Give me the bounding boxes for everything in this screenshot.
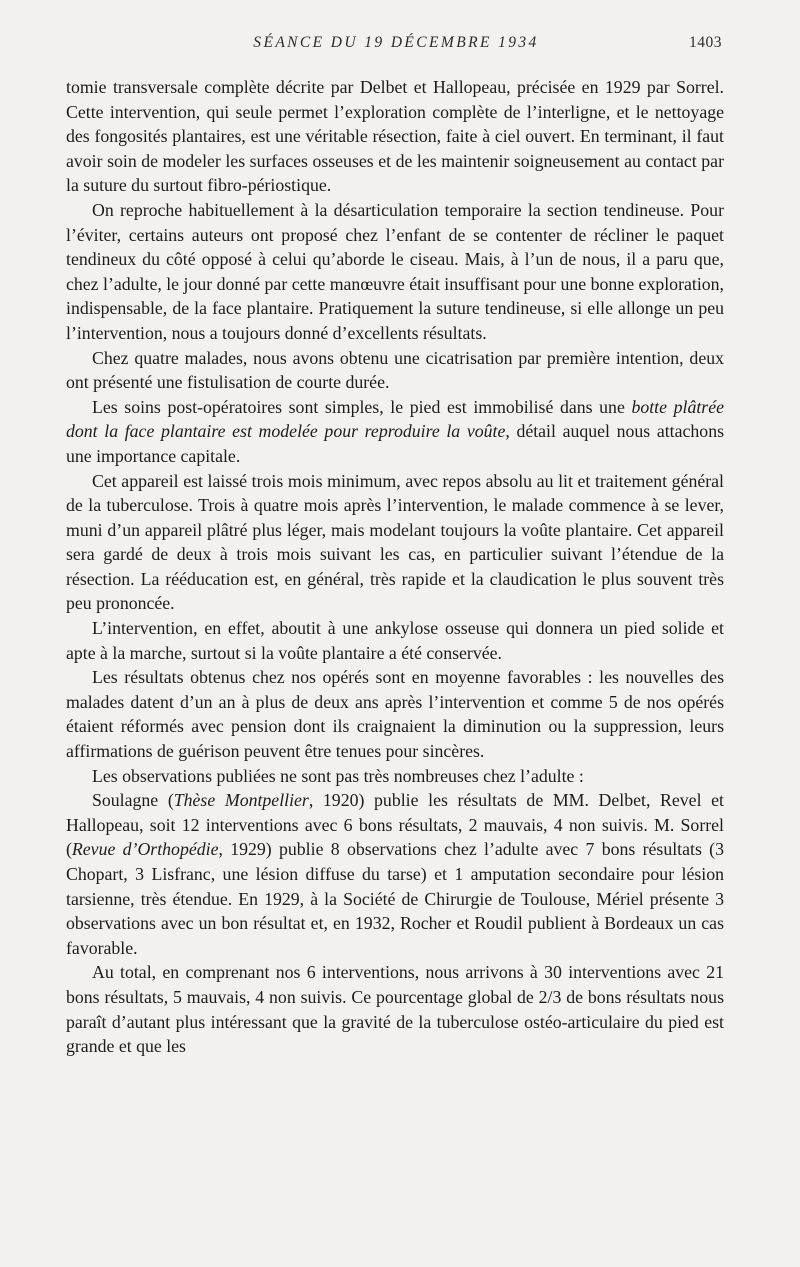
citation-revue-orthopedie: Revue d’Orthopédie [71, 839, 219, 860]
page-header [66, 34, 726, 58]
paragraph-4 [66, 395, 724, 469]
paragraph-6: L’intervention, en effet, aboutit à une ankylose osseuse qui donnera un pied solide et apte à la marche, surtout si la voûte plantaire a été conservée. [66, 618, 724, 663]
citation-these-montpellier: Thèse Montpellier [173, 790, 309, 811]
paragraph-9-text-c: , 1929) publie 8 observations chez l’adulte avec 7 bons résultats (3 Chopart, 3 Lisfranc, une lésion diffuse du tarse) et 1 amputation secondaire pour lésion tarsienne, très étendue. En 1929, à la Société de Chirurgie de Toulouse, Mériel présente 3 observations avec un bon résultat et, en 1932, Rocher et Roudil publient à Bordeaux un cas favorable. [66, 839, 724, 958]
paragraph-10: Au total, en comprenant nos 6 interventions, nous arrivons à 30 interventions avec 21 bons résultats, 5 mauvais, 4 non suivis. Ce pourcentage global de 2/3 de bons résultats nous paraît d’autant plus intéressant que la gravité de la tuberculose ostéo-articulaire du pied est grande et que les [66, 962, 724, 1057]
paragraph-4-text-b: , détail auquel nous attachons une importance capitale. [66, 421, 725, 466]
running-title: SÉANCE DU 19 DÉCEMBRE 1934 [253, 34, 539, 51]
paragraph-9 [66, 788, 724, 960]
paragraph-2: On reproche habituellement à la désarticulation temporaire la section tendineuse. Pour l’éviter, certains auteurs ont proposé chez l’enfant de se contenter de récliner le paquet tendineux du côté opposé à celui qu’aborde le ciseau. Mais, à l’un de nous, il a paru que, chez l’adulte, le jour donné par cette manœuvre était insuffisant pour une bonne exploration, indispensable, de la face plantaire. Pratiquement la suture tendineuse, si elle allonge un peu l’intervention, nous a toujours donné d’excellents résultats. [66, 199, 724, 343]
paragraph-9-text-a: Soulagne ( [92, 790, 174, 811]
paragraph-3: Chez quatre malades, nous avons obtenu une cicatrisation par première intention, deux ont présenté une fistulisation de courte durée. [66, 347, 724, 393]
paragraph-9-text-b: , 1920) publie les résultats de MM. Delbet, Revel et Hallopeau, soit 12 interventions avec 6 bons résultats, 2 mauvais, 4 non suivis. M. Sorrel ( [66, 790, 724, 860]
paragraph-1: tomie transversale complète décrite par Delbet et Hallopeau, précisée en 1929 par Sorrel. Cette intervention, qui seule permet l’exploration complète de l’interligne, et le nettoyage des fongosités plantaires, est une véritable résection, faite à ciel ouvert. En terminant, il faut avoir soin de modeler les surfaces osseuses et de les maintenir soigneusement au contact par la suture du surtout fibro-périostique. [66, 77, 724, 196]
paragraph-4-text-a: Les soins post-opératoires sont simples, le pied est immobilisé dans une [92, 396, 632, 417]
page-number: 1403 [689, 34, 722, 51]
paragraph-8: Les observations publiées ne sont pas très nombreuses chez l’adulte : [92, 765, 584, 786]
paragraph-7: Les résultats obtenus chez nos opérés sont en moyenne favorables : les nouvelles des malades datent d’un an à plus de deux ans après l’intervention et comme 5 de nos opérés étaient réformés avec pension dont ils craignaient la diminution ou la suppression, leurs affirmations de guérison peuvent être tenues pour sincères. [66, 667, 724, 762]
paragraph-4-italic: botte plâtrée dont la face plantaire est modelée pour reproduire la voûte [66, 396, 724, 442]
paragraph-5: Cet appareil est laissé trois mois minimum, avec repos absolu au lit et traitement général de la tuberculose. Trois à quatre mois après l’intervention, le malade commence à se lever, muni d’un appareil plâtré plus léger, mais modelant toujours la voûte plantaire. Cet appareil sera gardé de deux à trois mois suivant les cas, en particulier suivant l’étendue de la résection. La rééducation est, en général, très rapide et la claudication le plus souvent très peu prononcée. [66, 470, 724, 614]
body-text [66, 75, 724, 1059]
